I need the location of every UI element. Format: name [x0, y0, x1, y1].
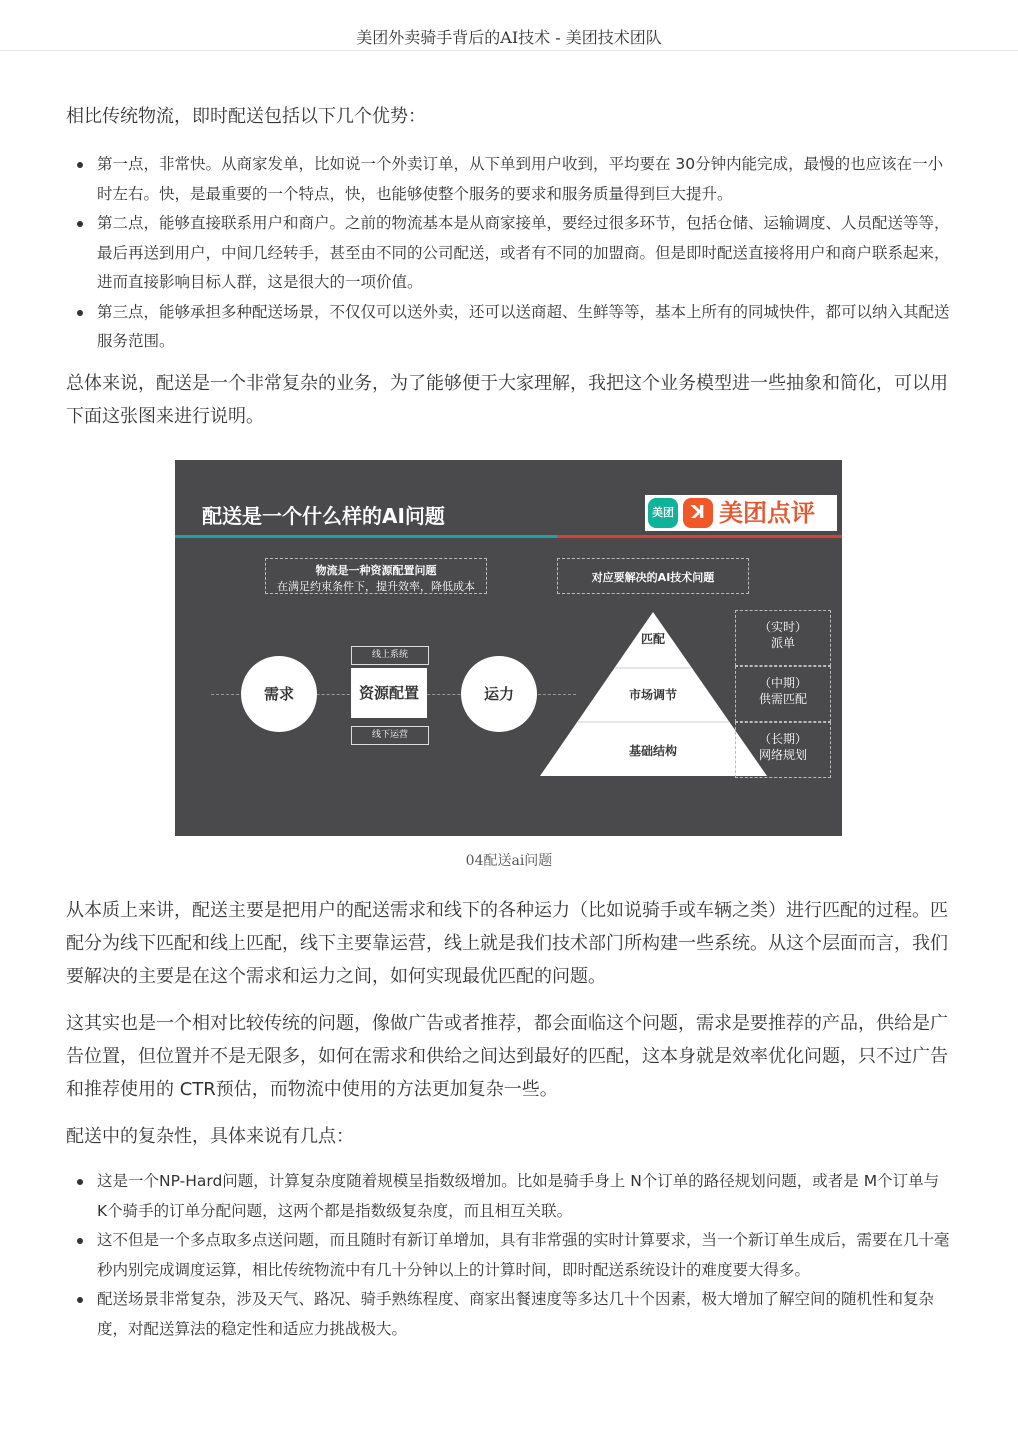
title-underline-teal — [175, 535, 557, 538]
offline-ops-box: 线下运营 — [351, 726, 429, 745]
article-top — [66, 100, 952, 433]
dianping-logo-icon: ꓘ — [683, 498, 713, 528]
pyramid-bottom-label: 基础结构 — [628, 744, 677, 758]
complexity-list — [66, 1167, 952, 1344]
list-item: 第二点，能够直接联系用户和商户。之前的物流基本是从商家接单，要经过很多环节，包括仓储、运输调度、人员配送等等，最后再送到用户，中间几经转手，甚至由不同的公司配送，或者有不同的加盟商。但是即时配送直接将用户和商户联系起来，进而直接影响目标人群，这是很大的一项价值。 — [66, 209, 952, 298]
list-item: 这是一个NP-Hard问题，计算复杂度随着规模呈指数级增加。比如是骑手身上 N个订单的路径规划问题，或者是 M个订单与 K个骑手的订单分配问题，这两个都是指数级复杂度，而且相互关联。 — [66, 1167, 952, 1226]
box-line: 在满足约束条件下，提升效率，降低成本 — [277, 580, 475, 593]
box-term: （长期） — [758, 732, 807, 746]
longterm-box — [735, 722, 831, 778]
box-label: 网络规划 — [758, 748, 807, 762]
intro-paragraph: 相比传统物流，即时配送包括以下几个优势： — [66, 106, 426, 127]
meituan-logo-icon: 美团 — [648, 498, 678, 528]
box-label: 供需匹配 — [758, 692, 807, 706]
midterm-box — [735, 666, 831, 722]
logo-text: 美团点评 — [719, 499, 815, 527]
pyramid-top-label: 匹配 — [640, 632, 665, 646]
box-line: 对应要解决的AI技术问题 — [591, 571, 715, 584]
essence-paragraph: 从本质上来讲，配送主要是把用户的配送需求和线下的各种运力（比如说骑手或车辆之类）进行匹配的过程。匹配分为线下匹配和线上匹配，线下主要靠运营，线上就是我们技术部门所构建一些系统。从这个层面而言，我们要解决的主要是在这个需求和运力之间，如何实现最优匹配的问题。 — [66, 900, 948, 987]
realtime-box — [735, 610, 831, 666]
list-item: 第一点，非常快。从商家发单，比如说一个外卖订单，从下单到用户收到，平均要在 30分钟内能完成，最慢的也应该在一小时左右。快，是最重要的一个特点，快，也能够使整个服务的要求和服务质量得到巨大提升。 — [66, 150, 952, 209]
page-header — [0, 0, 1018, 51]
meituan-dianping-logo — [645, 495, 837, 531]
demand-circle: 需求 — [241, 656, 317, 732]
box-term: （中期） — [758, 676, 807, 690]
figure-caption: 04配送ai问题 — [465, 853, 553, 869]
figure-title: 配送是一个什么样的AI问题 — [202, 504, 445, 528]
list-item: 这不但是一个多点取多点送问题，而且随时有新订单增加，具有非常强的实时计算要求，当一个新订单生成后，需要在几十毫秒内别完成调度运算，相比传统物流中有几十分钟以上的计算时间，即时配送系统设计的难度要大得多。 — [66, 1226, 952, 1285]
resource-allocation-box — [265, 558, 487, 594]
capacity-circle: 运力 — [461, 656, 537, 732]
box-line: 物流是一种资源配置问题 — [315, 564, 437, 577]
summary-paragraph: 总体来说，配送是一个非常复杂的业务，为了能够便于大家理解，我把这个业务模型进一些抽象和简化，可以用下面这张图来进行说明。 — [66, 372, 948, 427]
ai-problem-box — [557, 558, 749, 594]
article-bottom — [66, 894, 952, 1344]
list-item: 第三点，能够承担多种配送场景，不仅仅可以送外卖，还可以送商超、生鲜等等，基本上所有的同城快件，都可以纳入其配送服务范围。 — [66, 298, 952, 357]
list-item: 配送场景非常复杂，涉及天气、路况、骑手熟练程度、商家出餐速度等多达几十个因素，极大增加了解空间的随机性和复杂度，对配送算法的稳定性和适应力挑战极大。 — [66, 1285, 952, 1344]
comparison-paragraph: 这其实也是一个相对比较传统的问题，像做广告或者推荐，都会面临这个问题，需求是要推荐的产品，供给是广告位置，但位置并不是无限多，如何在需求和供给之间达到最好的匹配，这本身就是效率优化问题，只不过广告和推荐使用的 CTR预估，而物流中使用的方法更加复杂一些。 — [66, 1013, 948, 1100]
page-title: 美团外卖骑手背后的AI技术 - 美团技术团队 — [356, 28, 662, 47]
box-label: 派单 — [770, 636, 795, 650]
box-term: （实时） — [758, 620, 807, 634]
online-system-box: 线上系统 — [351, 646, 429, 665]
title-underline-red — [557, 535, 842, 538]
advantages-list — [66, 150, 952, 357]
delivery-ai-figure — [175, 460, 842, 836]
resource-allocation-node: 资源配置 — [351, 668, 427, 718]
pyramid-mid-label: 市场调节 — [628, 688, 677, 702]
complexity-intro: 配送中的复杂性，具体来说有几点： — [66, 1126, 354, 1147]
